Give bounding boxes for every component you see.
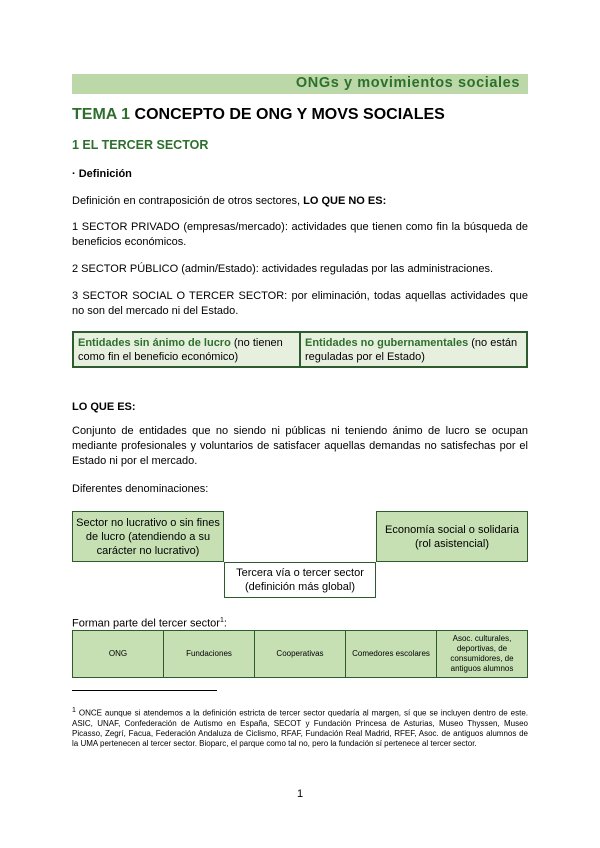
footnote-text: ONCE aunque si atendemos a la definición estricta de tercer sector quedaría al margen, sí que se incluyen dentro de este. ASIC, UNAF, Confederación de Autismo en España, SECOT y Fundación Princesa de Asturias, Museo Thyssen, Museo Picasso, Zegrí, Facua, Federación Andaluza de Ciclismo, RFAF, Fundación Real Madrid, RFEF, Asoc. de antiguos alumnos de la UMA pertenecen al tercer sector. Bioparc, el parque como tal no, pero la fundación sí pertenece al tercer sector.	[72, 708, 528, 748]
footnote-divider	[72, 690, 217, 691]
forman-parte-colon: :	[223, 617, 227, 630]
entidades-bold: Entidades sin ánimo de lucro	[78, 337, 231, 349]
intro-bold: LO QUE NO ES:	[303, 195, 387, 207]
entidades-bold: Entidades no gubernamentales	[305, 337, 469, 349]
lo-que-es-paragraph: Conjunto de entidades que no siendo ni públicas ni teniendo ánimo de lucro se ocupan mediante profesionales y voluntarios de satisfacer aquellas demandas no satisfechas por el Estado ni por el mercado.	[72, 425, 528, 467]
paragraph-sector-publico: 2 SECTOR PÚBLICO (admin/Estado): actividades reguladas por las administraciones.	[72, 263, 494, 275]
table-cell: ONG	[73, 631, 164, 677]
footnote-ref: 1	[219, 617, 224, 624]
header-title: ONGs y movimientos sociales	[295, 75, 520, 91]
paragraph-sector-social: 3 SECTOR SOCIAL O TERCER SECTOR: por eliminación, todas aquellas actividades que no son del mercado ni del Estado.	[72, 290, 528, 317]
tema-number: TEMA 1	[72, 106, 131, 123]
subsection-definicion: · Definición	[72, 168, 132, 180]
forman-parte-label	[72, 613, 528, 632]
paragraph-sector-privado: 1 SECTOR PRIVADO (empresas/mercado): actividades que tienen como fin la búsqueda de beneficios económicos.	[72, 221, 528, 248]
intro-paragraph	[72, 194, 528, 209]
page-title	[72, 106, 445, 124]
table-cell: Asoc. culturales, deportivas, de consumidores, de antiguos alumnos	[450, 634, 514, 673]
table-cell: Fundaciones	[164, 631, 255, 677]
header-bar	[72, 74, 528, 94]
entidades-cell	[74, 333, 301, 366]
box-sector-no-lucrativo: Sector no lucrativo o sin fines de lucro (atendiendo a su carácter no lucrativo)	[72, 511, 224, 562]
entidades-rest: (no están reguladas por el Estado)	[305, 337, 518, 363]
section-title: 1 EL TERCER SECTOR	[72, 138, 209, 152]
box-tercera-via: Tercera vía o tercer sector (definición más global)	[224, 562, 376, 598]
lo-que-es-title: LO QUE ES:	[72, 401, 136, 413]
entidades-cell	[301, 333, 526, 366]
tercer-sector-table	[72, 630, 528, 678]
footnote	[72, 706, 528, 749]
footnote-number: 1	[72, 707, 76, 714]
forman-parte-text: Forman parte del tercer sector	[72, 617, 220, 630]
entidades-table	[72, 331, 528, 368]
intro-text: Definición en contraposición de otros sectores,	[72, 195, 301, 207]
denominaciones-label: Diferentes denominaciones:	[72, 483, 209, 495]
box-economia-social: Economía social o solidaria (rol asistencial)	[376, 511, 528, 562]
table-cell: Cooperativas	[255, 631, 346, 677]
table-cell: Comedores escolares	[346, 631, 437, 677]
tema-title: CONCEPTO DE ONG Y MOVS SOCIALES	[134, 106, 445, 123]
entidades-rest: (no tienen como fin el beneficio económico)	[78, 337, 283, 363]
page-number: 1	[296, 788, 304, 800]
